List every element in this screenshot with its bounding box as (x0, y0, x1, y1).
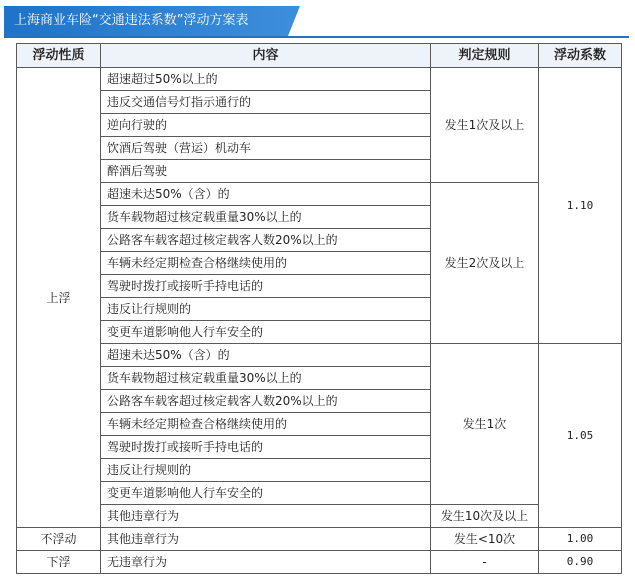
content-cell: 超速未达50%（含）的 (101, 344, 431, 367)
table-row (17, 551, 622, 574)
content-cell: 逆向行驶的 (101, 114, 431, 137)
rule-cell: 发生2次及以上 (431, 183, 539, 344)
rule-cell: - (431, 551, 539, 574)
rule-cell: 发生1次 (431, 344, 539, 505)
content-cell: 超速未达50%（含）的 (101, 183, 431, 206)
header-type: 浮动性质 (17, 44, 101, 68)
coefficient-cell: 1.05 (539, 344, 622, 528)
table-row (17, 505, 622, 528)
content-cell: 变更车道影响他人行车安全的 (101, 321, 431, 344)
content-cell: 饮酒后驾驶（营运）机动车 (101, 137, 431, 160)
content-cell: 其他违章行为 (101, 505, 431, 528)
content-cell: 违反让行规则的 (101, 459, 431, 482)
type-cell-up: 上浮 (17, 68, 101, 528)
title-underline (4, 36, 629, 38)
table-row (17, 344, 622, 367)
coefficient-cell: 1.00 (539, 528, 622, 551)
content-cell: 货车载物超过核定载重量30%以上的 (101, 367, 431, 390)
header-content: 内容 (101, 44, 431, 68)
content-cell: 驾驶时拨打或接听手持电话的 (101, 436, 431, 459)
table-header-row (17, 44, 622, 68)
coefficient-cell: 1.10 (539, 68, 622, 344)
content-cell: 驾驶时拨打或接听手持电话的 (101, 275, 431, 298)
page-title: 上海商业车险“交通违法系数”浮动方案表 (14, 13, 249, 28)
table-row (17, 183, 622, 206)
rule-cell: 发生1次及以上 (431, 68, 539, 183)
coefficient-table (16, 43, 622, 574)
content-cell: 其他违章行为 (101, 528, 431, 551)
content-cell: 违反让行规则的 (101, 298, 431, 321)
rule-cell: 发生10次及以上 (431, 505, 539, 528)
header-coefficient: 浮动系数 (539, 44, 622, 68)
table-row (17, 528, 622, 551)
table-row (17, 68, 622, 91)
content-cell: 公路客车载客超过核定载客人数20%以上的 (101, 229, 431, 252)
content-cell: 无违章行为 (101, 551, 431, 574)
header-rule: 判定规则 (431, 44, 539, 68)
content-cell: 变更车道影响他人行车安全的 (101, 482, 431, 505)
content-cell: 公路客车载客超过核定载客人数20%以上的 (101, 390, 431, 413)
type-cell-flat: 不浮动 (17, 528, 101, 551)
title-banner (4, 6, 629, 36)
content-cell: 超速超过50%以上的 (101, 68, 431, 91)
content-cell: 醉酒后驾驶 (101, 160, 431, 183)
coefficient-cell: 0.90 (539, 551, 622, 574)
content-cell: 货车载物超过核定载重量30%以上的 (101, 206, 431, 229)
content-cell: 违反交通信号灯指示通行的 (101, 91, 431, 114)
type-cell-down: 下浮 (17, 551, 101, 574)
content-cell: 车辆未经定期检查合格继续使用的 (101, 413, 431, 436)
rule-cell: 发生<10次 (431, 528, 539, 551)
content-cell: 车辆未经定期检查合格继续使用的 (101, 252, 431, 275)
